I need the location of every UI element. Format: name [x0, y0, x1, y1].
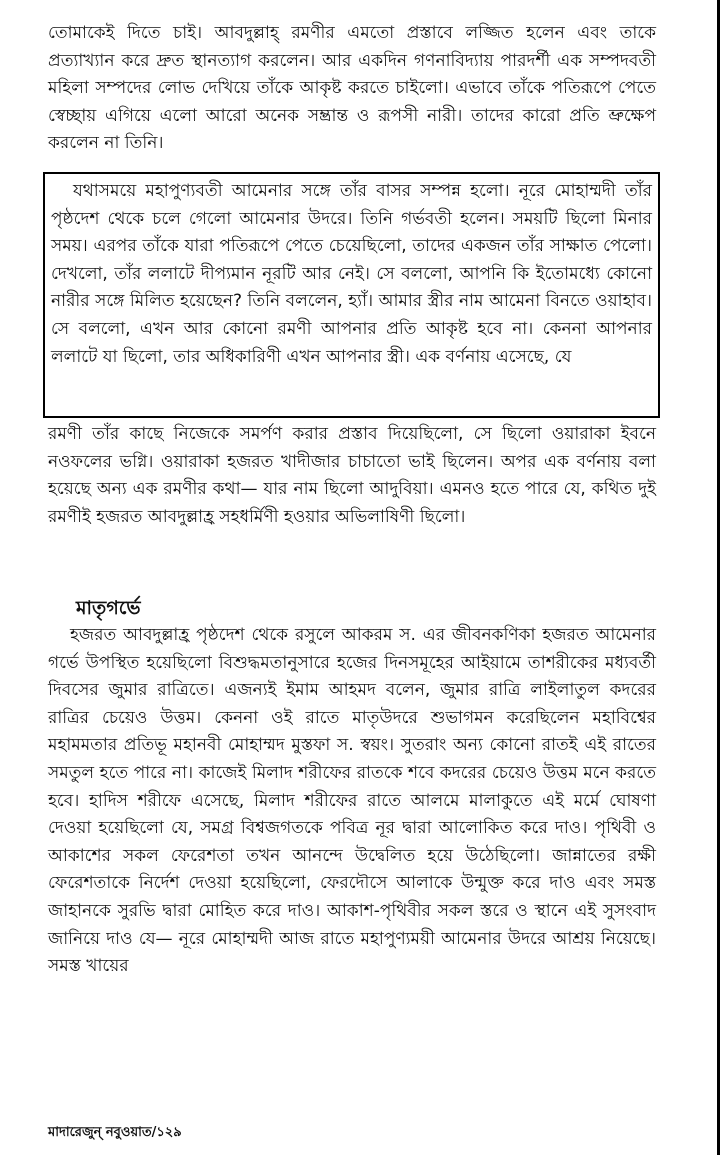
intro-paragraph: তোমাকেই দিতে চাই। আবদুল্লাহ্ রমণীর এমতো প্রস্তাবে লজ্জিত হলেন এবং তাকে প্রত্যাখ্যান করে দ্রুত স্থানত্যাগ করলেন। আর একদিন গণনাবিদ্যায় পারদর্শী এক সম্পদবতী মহিলা সম্পদের লোভ দেখিয়ে তাঁকে আকৃষ্ট করতে চাইলো। এভাবে তাঁকে পতিরূপে পেতে স্বেচ্ছায় এগিয়ে এলো আরো অনেক সম্ভ্রান্ত ও রূপসী নারী। তাদের কারো প্রতি ভ্রুক্ষেপ করলেন না তিনি।	[48, 23, 656, 153]
section-body-paragraph: হজরত আবদুল্লাহ্র পৃষ্ঠদেশ থেকে রসুলে আকরম স. এর জীবনকণিকা হজরত আমেনার গর্ভে উপস্থিত হয়েছিলো বিশুদ্ধমতানুসারে হজের দিনসমূহের আইয়ামে তাশরীকের মধ্যবর্তী দিবসের জুমার রাত্রিতে। এজন্যই ইমাম আহমদ বলেন, জুমার রাত্রি লাইলাতুল কদরের রাত্রির চেয়েও উত্তম। কেননা ওই রাতে মাতৃউদরে শুভাগমন করেছিলেন মহাবিশ্বের মহামমতার প্রতিভূ মহানবী মোহাম্মদ মুস্তফা স. স্বয়ং। সুতরাং অন্য কোনো রাতই এই রাতের সমতুল হতে পারে না। কাজেই মিলাদ শরীফের রাতকে শবে কদরের চেয়েও উত্তম মনে করতে হবে। হাদিস শরীফে এসেছে, মিলাদ শরীফের রাতে আলমে মালাকুতে এই মর্মে ঘোষণা দেওয়া হয়েছিলো যে, সমগ্র বিশ্বজগতকে পবিত্র নূর দ্বারা আলোকিত করে দাও। পৃথিবী ও আকাশের সকল ফেরেশতা তখন আনন্দে উদ্বেলিত হয়ে উঠেছিলো। জান্নাতের রক্ষী ফেরেশতাকে নির্দেশ দেওয়া হয়েছিলো, ফেরদৌসে আলাকে উন্মুক্ত করে দাও এবং সমস্ত জাহানকে সুরভি দ্বারা মোহিত করে দাও। আকাশ-পৃথিবীর সকল স্তরে ও স্থানে এই সুসংবাদ জানিয়ে দাও যে— নূরে মোহাম্মদী আজ রাতে মহাপুণ্যময়ী আমেনার উদরে আশ্রয় নিয়েছে। সমস্ত খায়ের	[48, 625, 656, 977]
page-footer: মাদারেজুন্ নবুওয়াত/১২৯	[48, 1125, 182, 1140]
section-heading: মাতৃগর্ভে	[76, 597, 141, 619]
continuation-paragraph: রমণী তাঁর কাছে নিজেকে সমর্পণ করার প্রস্তাব দিয়েছিলো, সে ছিলো ওয়ারাকা ইবনে নওফলের ভগ্নি। ওয়ারাকা হজরত খাদীজার চাচাতো ভাই ছিলেন। অপর এক বর্ণনায় বলা হয়েছে অন্য এক রমণীর কথা— যার নাম ছিলো আদুবিয়া। এমনও হতে পারে যে, কথিত দুই রমণীই হজরত আবদুল্লাহ্র সহধর্মিণী হওয়ার অভিলাষিণী ছিলো।	[48, 424, 656, 527]
highlighted-passage-text: যথাসময়ে মহাপুণ্যবতী আমেনার সঙ্গে তাঁর বাসর সম্পন্ন হলো। নূরে মোহাম্মদী তাঁর পৃষ্ঠদেশ থেকে চলে গেলো আমেনার উদরে। তিনি গর্ভবতী হলেন। সময়টি ছিলো মিনার সময়। এরপর তাঁকে যারা পতিরূপে পেতে চেয়েছিলো, তাদের একজন তাঁর সাক্ষাত পেলো। দেখলো, তাঁর ললাটে দীপ্যমান নূরটি আর নেই। সে বললো, আপনি কি ইতোমধ্যে কোনো নারীর সঙ্গে মিলিত হয়েছেন? তিনি বললেন, হ্যাঁ। আমার স্ত্রীর নাম আমেনা বিনতে ওয়াহাব। সে বললো, এখন আর কোনো রমণী আপনার প্রতি আকৃষ্ট হবে না। কেননা আপনার ললাটে যা ছিলো, তার অধিকারিণী এখন আপনার স্ত্রী। এক বর্ণনায় এসেছে, যে	[51, 181, 652, 367]
highlighted-passage-box	[43, 172, 660, 418]
